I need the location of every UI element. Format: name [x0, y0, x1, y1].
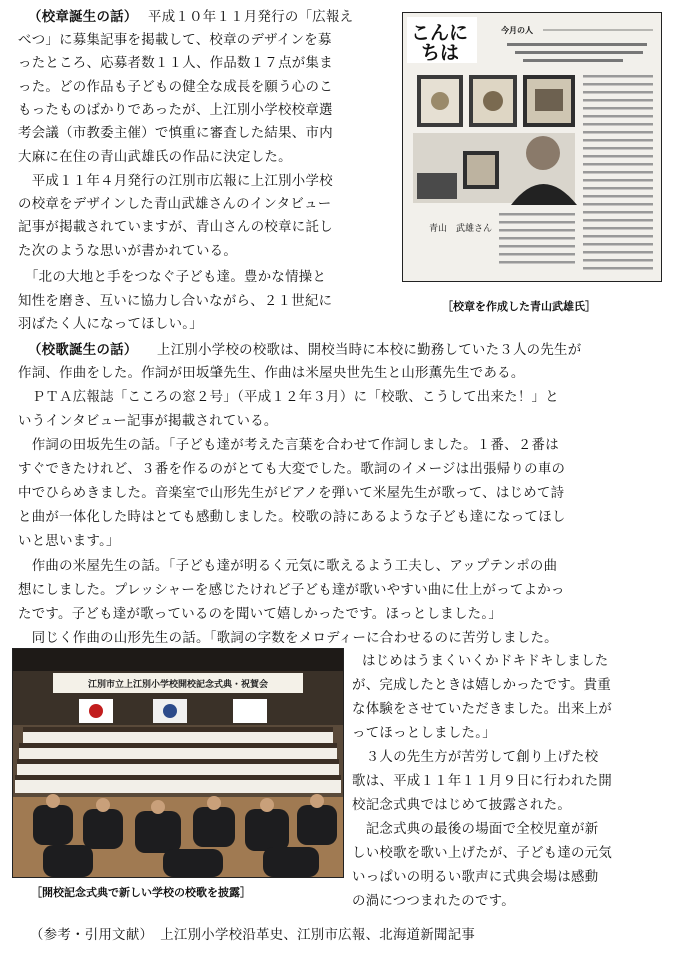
section-2-heading: （校歌誕生の話） [28, 343, 138, 358]
ceremony-banner: 江別市立上江別小学校開校記念式典・祝賀会 [87, 680, 269, 690]
quote-line: 知性を磨き、互いに協力し合いながら、２１世紀に [18, 294, 333, 309]
text-line: ３人の先生方が苦労して創り上げた校 [352, 750, 599, 765]
text-line: 想にしました。プレッシャーを感じたけれど子ども達が歌いやすい曲に仕上がってよかっ [18, 583, 565, 598]
text-line: 同じく作曲の山形先生の話。「歌詞の字数をメロディーに合わせるのに苦労しました。 [18, 631, 558, 646]
section-1-heading: （校章誕生の話） [28, 10, 138, 25]
person-name: 青山 武雄さん [429, 224, 493, 234]
text-line: 平成１１年４月発行の江別市広報に上江別小学校 [18, 174, 333, 189]
text-line: もったものばかりであったが、上江別小学校校章選 [18, 103, 333, 118]
quote-line: 「北の大地と手をつなぐ子ども達。豊かな情操と [18, 270, 327, 285]
text-line: ってほっとしました。」 [352, 726, 496, 741]
text-line: の渦につつまれたのです。 [352, 894, 515, 909]
text-line: 考会議（市教委主催）で慎重に審査した結果、市内 [18, 126, 333, 141]
ceremony-photo [12, 648, 344, 878]
references: （参考・引用文献） 上江別小学校沿革史、江別市広報、北海道新聞記事 [30, 928, 476, 943]
text-line: はじめはうまくいくかドキドキしました [362, 654, 609, 669]
text-line: た次のような思いが書かれている。 [18, 244, 238, 259]
text-line: 記事が掲載されていますが、青山さんの校章に託し [18, 220, 333, 235]
text-line: いと思います。」 [18, 534, 120, 549]
photo-2-caption: ［開校記念式典で新しい学校の校歌を披露］ [31, 886, 251, 899]
feature-label: 今月の人 [501, 26, 533, 35]
text-line: 上江別小学校の校歌は、開校当時に本校に勤務していた３人の先生が [157, 343, 582, 358]
magazine-title-top: こんに [411, 22, 469, 44]
text-line: 作詞、作曲をした。作詞が田坂肇先生、作曲は米屋央世先生と山形薫先生である。 [18, 366, 525, 381]
text-line: 作詞の田坂先生の話。「子ども達が考えた言葉を合わせて作詞しました。１番、２番は [18, 438, 559, 453]
quote-line: 羽ばたく人になってほしい。」 [18, 317, 203, 332]
text-line: 作曲の米屋先生の話。「子ども達が明るく元気に歌えるよう工夫し、アップテンポの曲 [18, 559, 558, 574]
text-line: 歌は、平成１１年１１月９日に行われた開 [352, 774, 613, 789]
text-line: たです。子ども達が歌っているのを聞いて嬉しかったです。ほっとしました。」 [18, 607, 503, 622]
text-line: ＰＴＡ広報誌「こころの窓２号」（平成１２年３月）に「校歌、こうして出来た！」と [18, 390, 559, 405]
text-line: と曲が一体化した時はとても感動しました。校歌の詩にあるような子ども達になってほし [18, 510, 566, 525]
text-line: 記念式典の最後の場面で全校児童が新 [352, 822, 599, 837]
text-line: 平成１０年１１月発行の「広報え [148, 10, 354, 25]
text-line: すぐできたけれど、３番を作るのがとても大変でした。歌詞のイメージは出張帰りの車の [18, 462, 566, 477]
text-line: いっぱいの明るい歌声に式典会場は感動 [352, 870, 599, 885]
magazine-clipping-photo [402, 12, 662, 282]
text-line: いうインタビュー記事が掲載されている。 [18, 414, 278, 429]
text-line: の校章をデザインした青山武雄さんのインタビュー [18, 197, 332, 212]
clipping-illustration [403, 13, 661, 281]
text-line: べつ」に募集記事を掲載して、校章のデザインを募 [18, 33, 332, 48]
text-line: が、完成したときは嬉しかったです。貴重 [352, 678, 612, 693]
text-line: しい校歌を歌い上げたが、子ども達の元気 [352, 846, 613, 861]
text-line: 中でひらめきました。音楽室で山形先生がピアノを弾いて米屋先生が歌って、はじめて詩 [18, 486, 565, 501]
text-line: った。どの作品も子どもの健全な成長を願う心のこ [18, 80, 333, 95]
text-line: な体験をさせていただきました。出来上が [352, 702, 613, 717]
text-line: 校記念式典ではじめて披露された。 [352, 798, 572, 813]
photo-1-caption: ［校章を作成した青山武雄氏］ [442, 300, 596, 313]
text-line: 大麻に在住の青山武雄氏の作品に決定した。 [18, 150, 292, 165]
magazine-title-bottom: ちは [421, 42, 460, 64]
text-line: ったところ、応募者数１１人、作品数１７点が集ま [18, 56, 333, 71]
ceremony-illustration [13, 649, 343, 877]
